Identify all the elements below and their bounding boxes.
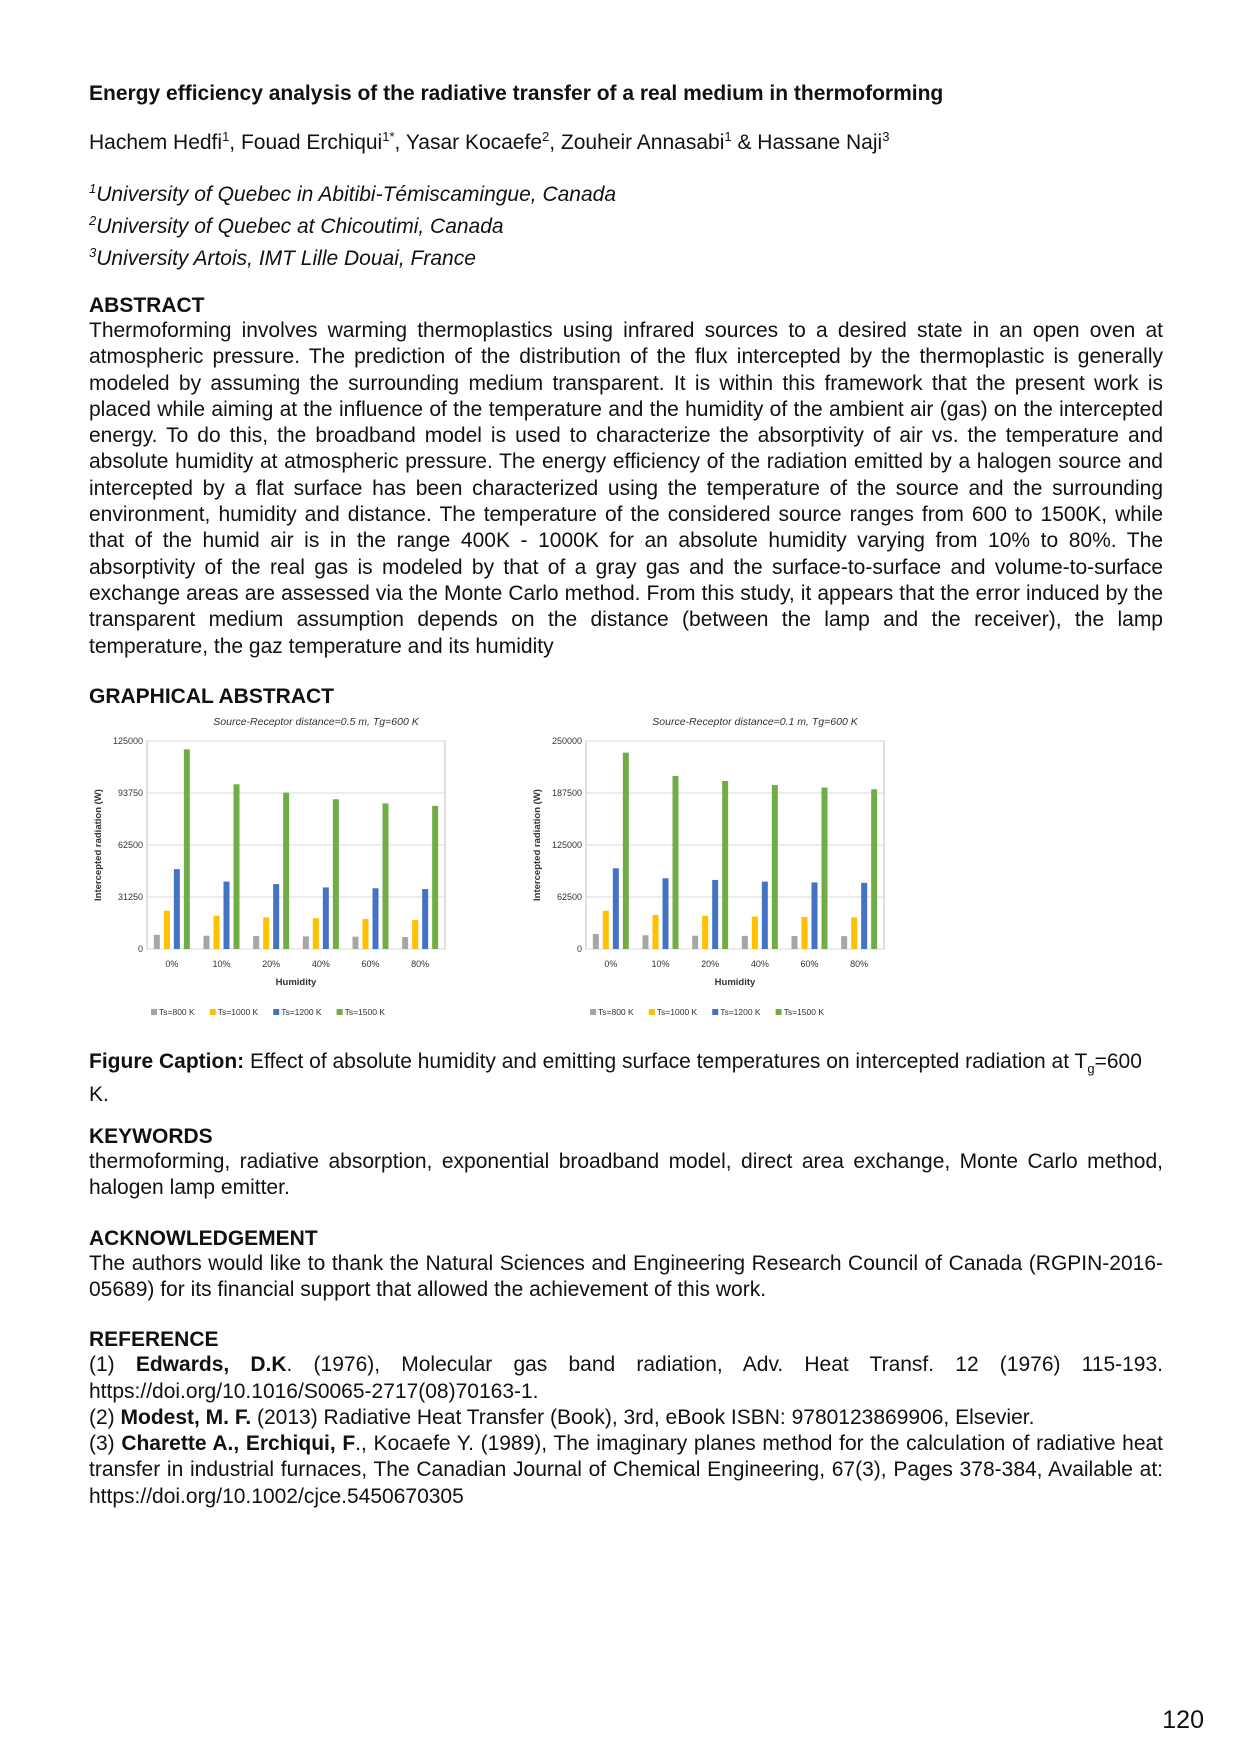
legend-label: Ts=800 K bbox=[159, 1006, 195, 1017]
author-affiliation-mark: 1* bbox=[382, 129, 395, 144]
affiliation-mark: 1 bbox=[89, 181, 97, 196]
affiliation bbox=[89, 176, 1163, 208]
paper-title: Energy efficiency analysis of the radiative transfer of a real medium in thermoforming bbox=[89, 82, 944, 105]
author-separator: , bbox=[229, 131, 241, 154]
caption-text: Effect of absolute humidity and emitting surface temperatures on intercepted radiation at T bbox=[244, 1049, 1088, 1073]
chart-title: Source-Receptor distance=0.5 m, Tg=600 K bbox=[213, 715, 419, 728]
reference-item bbox=[89, 1352, 1163, 1405]
reference-body: (2013) Radiative Heat Transfer (Book), 3rd, eBook ISBN: 9780123869906, Elsevier. bbox=[251, 1405, 1035, 1429]
chart-title: Source-Receptor distance=0.1 m, Tg=600 K bbox=[652, 715, 858, 728]
chart-distance-0-1m bbox=[528, 709, 928, 1039]
bar-ts-1200-k-40pct bbox=[762, 881, 768, 948]
legend-label: Ts=800 K bbox=[598, 1006, 634, 1017]
bar-ts-1200-k-60pct bbox=[812, 882, 818, 949]
author-name: Yasar Kocaefe bbox=[405, 131, 543, 154]
y-tick-label: 187500 bbox=[551, 787, 582, 798]
bar-ts-1200-k-0pct bbox=[613, 868, 619, 949]
bar-ts-1500-k-20pct bbox=[283, 792, 289, 948]
paper-page bbox=[89, 82, 1163, 1510]
bar-ts-1200-k-20pct bbox=[712, 880, 718, 949]
affiliation-text: University Artois, IMT Lille Douai, France bbox=[96, 247, 476, 270]
y-tick-label: 93750 bbox=[117, 787, 143, 798]
legend-swatch bbox=[776, 1009, 782, 1015]
bar-ts-1200-k-40pct bbox=[323, 887, 329, 949]
affiliation-list bbox=[89, 176, 1163, 272]
bar-ts-1000-k-60pct bbox=[802, 917, 808, 949]
reference-authors: Edwards, D.K bbox=[135, 1353, 287, 1377]
author-separator: , bbox=[549, 131, 561, 154]
legend-label: Ts=1000 K bbox=[656, 1006, 698, 1017]
legend-swatch bbox=[151, 1009, 157, 1015]
y-axis-label: Intercepted radiation (W) bbox=[93, 788, 104, 901]
legend-swatch bbox=[337, 1009, 343, 1015]
caption-tail: =600 K. bbox=[89, 1049, 1142, 1107]
bar-ts-1000-k-40pct bbox=[313, 918, 319, 949]
caption-label: Figure Caption: bbox=[89, 1049, 245, 1073]
author-separator: & bbox=[731, 131, 758, 154]
bar-ts-1500-k-0pct bbox=[184, 749, 190, 949]
graphical-abstract-section bbox=[89, 684, 1163, 1049]
bar-ts-1200-k-10pct bbox=[224, 881, 230, 948]
x-axis-label: Humidity bbox=[275, 976, 317, 988]
reference-heading: REFERENCE bbox=[89, 1328, 219, 1352]
bar-ts-1000-k-80pct bbox=[412, 920, 418, 949]
acknowledgement-heading: ACKNOWLEDGEMENT bbox=[89, 1226, 318, 1250]
bar-ts-800-k-80pct bbox=[402, 937, 408, 949]
author-separator: , bbox=[394, 131, 406, 154]
y-tick-label: 0 bbox=[137, 943, 143, 954]
x-tick-label: 20% bbox=[701, 958, 720, 969]
reference-number: (1) bbox=[89, 1353, 136, 1377]
bar-ts-1000-k-0pct bbox=[603, 911, 609, 949]
y-tick-label: 62500 bbox=[117, 839, 143, 850]
bar-ts-800-k-10pct bbox=[643, 935, 649, 949]
abstract-heading: ABSTRACT bbox=[89, 294, 205, 317]
legend-swatch bbox=[649, 1009, 655, 1015]
x-tick-label: 80% bbox=[850, 958, 869, 969]
bar-ts-800-k-40pct bbox=[742, 936, 748, 949]
y-tick-label: 125000 bbox=[551, 839, 582, 850]
bar-ts-1000-k-10pct bbox=[653, 915, 659, 949]
bar-ts-1500-k-40pct bbox=[333, 799, 339, 949]
reference-body: . (1976), Molecular gas band radiation, Adv. Heat Transf. 12 (1976) 115-193. https://doi.org/10.1016/S0065-2717(08)70163-1. bbox=[89, 1353, 1164, 1403]
reference-section bbox=[89, 1327, 1163, 1510]
x-tick-label: 10% bbox=[212, 958, 231, 969]
reference-number: (3) bbox=[89, 1432, 122, 1456]
reference-list bbox=[89, 1352, 1163, 1510]
reference-number: (2) bbox=[89, 1405, 121, 1429]
page-number: 120 bbox=[1162, 1706, 1204, 1734]
figure-charts bbox=[89, 709, 1163, 1049]
bar-ts-800-k-80pct bbox=[841, 936, 847, 949]
bar-ts-800-k-0pct bbox=[593, 934, 599, 949]
legend-label: Ts=1500 K bbox=[344, 1006, 386, 1017]
keywords-heading: KEYWORDS bbox=[89, 1125, 213, 1149]
author-name: Hachem Hedfi bbox=[89, 131, 223, 154]
legend-label: Ts=1500 K bbox=[783, 1006, 825, 1017]
affiliation-mark: 3 bbox=[89, 245, 97, 260]
y-tick-label: 125000 bbox=[112, 735, 143, 746]
bar-ts-1000-k-20pct bbox=[263, 917, 269, 949]
reference-item bbox=[89, 1405, 1163, 1431]
x-tick-label: 20% bbox=[262, 958, 281, 969]
x-tick-label: 60% bbox=[361, 958, 380, 969]
y-tick-label: 0 bbox=[576, 943, 582, 954]
x-tick-label: 40% bbox=[311, 958, 330, 969]
bar-ts-1200-k-60pct bbox=[373, 888, 379, 949]
affiliation-text: University of Quebec at Chicoutimi, Canada bbox=[96, 215, 504, 238]
graphical-abstract-heading: GRAPHICAL ABSTRACT bbox=[89, 684, 334, 708]
bar-ts-800-k-20pct bbox=[692, 936, 698, 949]
x-tick-label: 0% bbox=[165, 958, 179, 969]
author-list bbox=[89, 129, 1163, 155]
bar-ts-1500-k-0pct bbox=[623, 753, 629, 949]
bar-ts-1000-k-80pct bbox=[851, 917, 857, 949]
x-tick-label: 60% bbox=[800, 958, 819, 969]
x-tick-label: 10% bbox=[651, 958, 670, 969]
bar-ts-1500-k-60pct bbox=[822, 787, 828, 948]
y-tick-label: 250000 bbox=[551, 735, 582, 746]
bar-ts-1500-k-80pct bbox=[432, 806, 438, 949]
reference-item bbox=[89, 1431, 1163, 1510]
author-name: Hassane Naji bbox=[757, 131, 883, 154]
legend-swatch bbox=[273, 1009, 279, 1015]
y-tick-label: 62500 bbox=[556, 891, 582, 902]
bar-ts-800-k-10pct bbox=[204, 936, 210, 949]
caption-subscript: g bbox=[1087, 1061, 1095, 1077]
bar-ts-1200-k-10pct bbox=[663, 878, 669, 949]
keywords-text: thermoforming, radiative absorption, exponential broadband model, direct area exchange, Monte Carlo method, halogen lamp emitter. bbox=[89, 1150, 1163, 1200]
bar-ts-800-k-40pct bbox=[303, 936, 309, 949]
bar-ts-1500-k-40pct bbox=[772, 785, 778, 949]
legend-label: Ts=1000 K bbox=[217, 1006, 259, 1017]
author-affiliation-mark: 2 bbox=[542, 129, 550, 144]
chart-distance-0-5m bbox=[89, 709, 489, 1039]
affiliation bbox=[89, 240, 1163, 272]
reference-authors: Modest, M. F. bbox=[120, 1405, 252, 1429]
author-affiliation-mark: 3 bbox=[882, 129, 890, 144]
bar-ts-800-k-0pct bbox=[154, 935, 160, 949]
legend-swatch bbox=[210, 1009, 216, 1015]
bar-ts-1200-k-80pct bbox=[422, 889, 428, 949]
bar-ts-1500-k-10pct bbox=[234, 784, 240, 949]
bar-ts-1000-k-10pct bbox=[214, 916, 220, 949]
bar-ts-1500-k-10pct bbox=[673, 776, 679, 949]
x-tick-label: 0% bbox=[604, 958, 618, 969]
x-tick-label: 80% bbox=[411, 958, 430, 969]
bar-ts-1000-k-20pct bbox=[702, 916, 708, 949]
x-axis-label: Humidity bbox=[714, 976, 756, 988]
legend-label: Ts=1200 K bbox=[281, 1006, 322, 1017]
acknowledgement-text: The authors would like to thank the Natural Sciences and Engineering Research Council of Canada (RGPIN-2016-05689) for its financial support that allowed the achievement of this work. bbox=[89, 1251, 1163, 1301]
author-name: Zouheir Annasabi bbox=[560, 131, 725, 154]
legend-label: Ts=1200 K bbox=[720, 1006, 761, 1017]
bar-ts-1500-k-60pct bbox=[383, 803, 389, 949]
figure-caption bbox=[89, 1049, 1163, 1108]
acknowledgement-section bbox=[89, 1226, 1163, 1304]
reference-body: ., Kocaefe Y. (1989), The imaginary planes method for the calculation of radiative heat transfer in industrial furnaces, The Canadian Journal of Chemical Engineering, 67(3), Pages 378-384, Available at: https://doi.org/10.1002/cjce.5450670305 bbox=[89, 1432, 1164, 1508]
reference-authors: Charette A., Erchiqui, F bbox=[121, 1432, 356, 1456]
y-tick-label: 31250 bbox=[117, 891, 143, 902]
abstract-section bbox=[89, 293, 1163, 660]
bar-ts-1000-k-40pct bbox=[752, 916, 758, 948]
bar-ts-800-k-60pct bbox=[792, 936, 798, 949]
legend-swatch bbox=[590, 1009, 596, 1015]
bar-ts-1500-k-20pct bbox=[722, 781, 728, 949]
abstract-text: Thermoforming involves warming thermoplastics using infrared sources to a desired state in an open oven at atmospheric pressure. The prediction of the distribution of the flux intercepted by the thermoplastic is generally modeled by assuming the surrounding medium transparent. It is within this framework that the present work is placed while aiming at the influence of the temperature and the humidity of the ambient air (gas) on the intercepted energy. To do this, the broadband model is used to characterize the absorptivity of air vs. the temperature and absolute humidity at atmospheric pressure. The energy efficiency of the radiation emitted by a halogen source and intercepted by a flat surface has been characterized using the temperature of the source and the surrounding environment, humidity and distance. The temperature of the considered source ranges from 600 to 1500K, while that of the humid air is in the range 400K - 1000K for an absolute humidity varying from 10% to 80%. The absorptivity of the real gas is modeled by that of a gray gas and the surface-to-surface and volume-to-surface exchange areas are assessed via the Monte Carlo method. From this study, it appears that the error induced by the transparent medium assumption depends on the distance (between the lamp and the receiver), the lamp temperature, the gaz temperature and its humidity bbox=[89, 319, 1163, 658]
affiliation-text: University of Quebec in Abitibi-Témiscamingue, Canada bbox=[96, 183, 617, 206]
author-affiliation-mark: 1 bbox=[222, 129, 230, 144]
bar-ts-1000-k-60pct bbox=[363, 919, 369, 949]
bar-ts-1000-k-0pct bbox=[164, 911, 170, 949]
bar-ts-1500-k-80pct bbox=[871, 789, 877, 949]
legend-swatch bbox=[712, 1009, 718, 1015]
keywords-section bbox=[89, 1124, 1163, 1202]
affiliation bbox=[89, 208, 1163, 240]
bar-ts-800-k-60pct bbox=[353, 937, 359, 949]
y-axis-label: Intercepted radiation (W) bbox=[532, 788, 543, 901]
affiliation-mark: 2 bbox=[89, 213, 97, 228]
bar-ts-1200-k-0pct bbox=[174, 869, 180, 949]
author-affiliation-mark: 1 bbox=[724, 129, 732, 144]
bar-ts-1200-k-20pct bbox=[273, 884, 279, 949]
bar-ts-1200-k-80pct bbox=[861, 883, 867, 949]
bar-ts-800-k-20pct bbox=[253, 936, 259, 949]
x-tick-label: 40% bbox=[750, 958, 769, 969]
author-name: Fouad Erchiqui bbox=[240, 131, 383, 154]
